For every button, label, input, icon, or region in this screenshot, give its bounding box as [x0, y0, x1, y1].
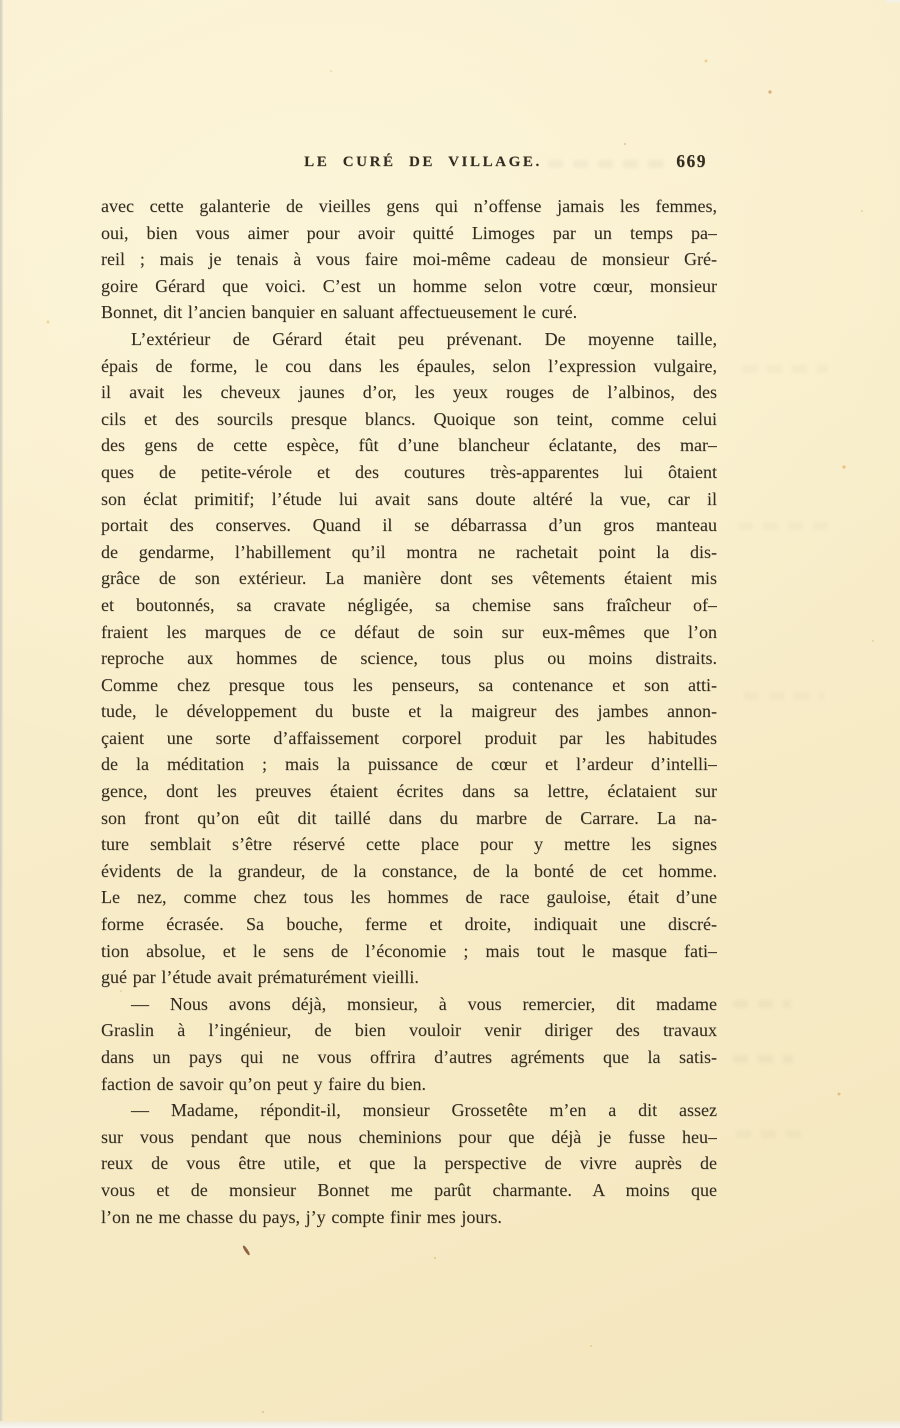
text-line: son front qu’on eût dit taillé dans du marbre de Carrare. La na- [101, 807, 717, 828]
text-line: de gendarme, l’habillement qu’il montra ne rachetait point la dis- [101, 541, 717, 562]
running-header [101, 151, 717, 181]
text-line: tion absolue, et le sens de l’économie ; mais tout le masque fati– [101, 940, 717, 961]
text-line: sur vous pendant que nous cheminions pour que déjà je fusse heu– [101, 1126, 717, 1147]
text-line: L’extérieur de Gérard était peu prévenant. De moyenne taille, [131, 328, 717, 349]
text-line: ques de petite-vérole et des coutures très-apparentes lui ôtaient [101, 461, 717, 482]
text-line: — Madame, répondit-il, monsieur Grossetête m’en a dit assez [131, 1100, 717, 1121]
bleedthrough-ghost [733, 1055, 793, 1063]
stray-ink-mark [242, 1245, 250, 1256]
text-line: portait des conserves. Quand il se débarrassa d’un gros manteau [101, 515, 717, 536]
page-edge-left [0, 0, 3, 1428]
text-line: avec cette galanterie de vieilles gens qui n’offense jamais les femmes, [101, 196, 717, 216]
text-line: reux de vous être utile, et que la perspective de vivre auprès de [101, 1153, 717, 1174]
text-block [101, 193, 717, 1230]
text-line: gué par l’étude avait prématurément vieilli. [101, 967, 419, 988]
text-line: de la méditation ; mais la puissance de cœur et l’ardeur d’intelli– [101, 754, 717, 775]
text-line: épais de forme, le cou dans les épaules, selon l’expression vulgaire, [101, 355, 717, 376]
text-line: forme écrasée. Sa bouche, ferme et droite, indiquait une discré- [101, 914, 717, 935]
text-line: goire Gérard que voici. C’est un homme selon votre cœur, monsieur [101, 275, 717, 296]
text-line: cils et des sourcils presque blancs. Quoique son teint, comme celui [101, 408, 717, 429]
bleedthrough-ghost [733, 1000, 791, 1008]
text-line: dans un pays qui ne vous offrira d’autres agréments que la satis- [101, 1047, 717, 1067]
text-line: grâce de son extérieur. La manière dont ses vêtements étaient mis [101, 568, 717, 589]
text-line: son éclat primitif; l’étude lui avait sans doute altéré la vue, car il [101, 488, 717, 509]
text-line: vous et de monsieur Bonnet me parût charmante. A moins que [101, 1179, 717, 1200]
page-number: 669 [676, 151, 707, 171]
bleedthrough-ghost [738, 522, 834, 530]
bleedthrough-ghost [742, 365, 828, 373]
text-line: çaient une sorte d’affaissement corporel produit par les habitudes [101, 727, 717, 748]
text-line: ture semblait s’être réservé cette place pour y mettre les signes [101, 834, 717, 855]
page-edge-top-right [886, 0, 900, 3]
text-line: il avait les cheveux jaunes d’or, les yeux rouges de l’albinos, des [101, 382, 717, 403]
text-line: évidents de la grandeur, de la constance, de la bonté de cet homme. [101, 860, 717, 881]
text-line: tude, le développement du buste et la maigreur des jambes annon- [101, 701, 717, 722]
running-header-title: LE CURÉ DE VILLAGE. [304, 154, 542, 170]
text-line: Bonnet, dit l’ancien banquier en saluant affectueusement le curé. [101, 302, 578, 323]
text-line: l’on ne me chasse du pays, j’y compte finir mes jours. [101, 1206, 502, 1227]
text-line: Le nez, comme chez tous les hommes de race gauloise, était d’une [101, 887, 717, 908]
text-line: des gens de cette espèce, fût d’une blancheur éclatante, des mar– [101, 435, 717, 456]
page-edge-bottom [0, 1421, 900, 1428]
text-line: Comme chez presque tous les penseurs, sa contenance et son atti- [101, 674, 717, 695]
text-line: reproche aux hommes de science, tous plus ou moins distraits. [101, 648, 717, 669]
text-line: oui, bien vous aimer pour avoir quitté Limoges par un temps pa– [101, 222, 717, 243]
text-line: — Nous avons déjà, monsieur, à vous remercier, dit madame [131, 993, 717, 1014]
text-line: et boutonnés, sa cravate négligée, sa chemise sans fraîcheur of– [101, 594, 717, 615]
text-line: gence, dont les preuves étaient écrites dans sa lettre, éclataient sur [101, 781, 717, 802]
text-line: reil ; mais je tenais à vous faire moi-même cadeau de monsieur Gré- [101, 249, 717, 270]
bleedthrough-ghost [736, 1130, 806, 1138]
text-line: faction de savoir qu’on peut y faire du bien. [101, 1073, 426, 1094]
text-line: fraient les marques de ce défaut de soin sur eux-mêmes que l’on [101, 621, 717, 642]
bleedthrough-ghost [744, 692, 824, 700]
text-line: Graslin à l’ingénieur, de bien vouloir venir diriger des travaux [101, 1020, 717, 1041]
